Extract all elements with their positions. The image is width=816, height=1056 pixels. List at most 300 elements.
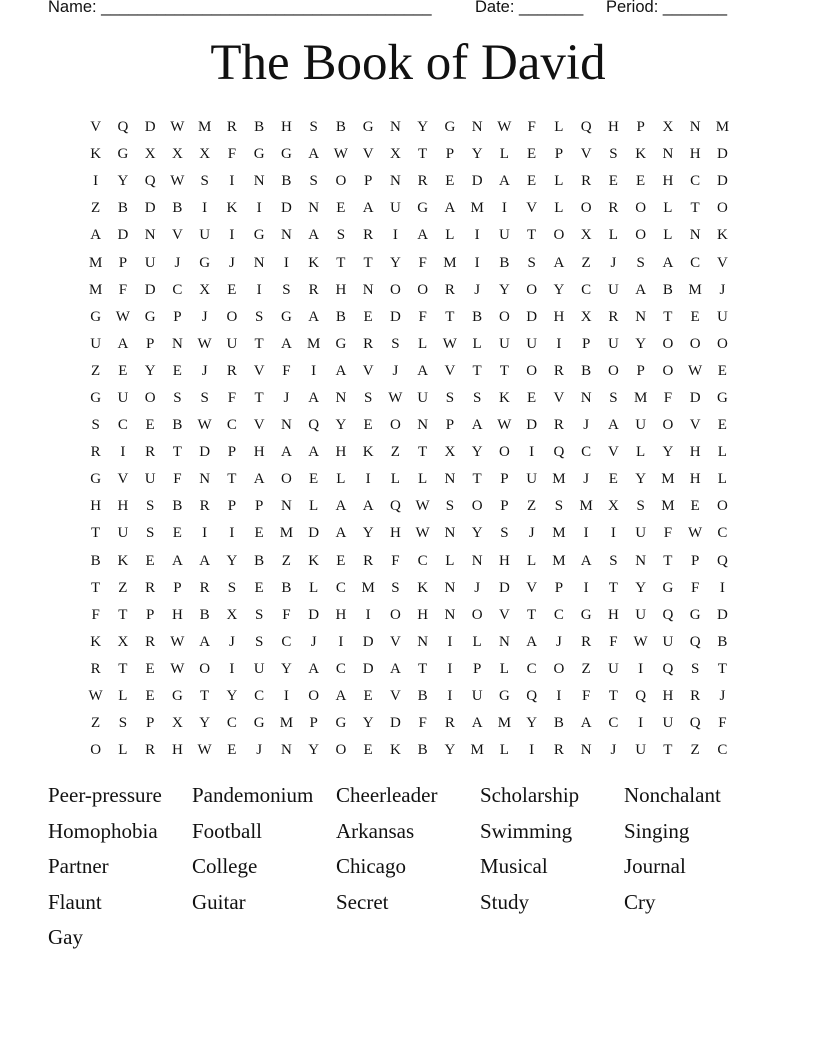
grid-letter[interactable]: T [254,335,264,352]
grid-letter[interactable]: E [527,173,537,190]
grid-letter[interactable]: K [308,552,320,569]
grid-letter[interactable]: H [417,606,429,623]
grid-letter[interactable]: E [363,417,373,434]
grid-letter[interactable]: S [609,146,618,163]
grid-letter[interactable]: P [445,417,455,434]
grid-letter[interactable]: G [117,146,129,163]
grid-letter[interactable]: X [199,281,211,298]
grid-letter[interactable]: Z [581,254,591,271]
grid-letter[interactable]: W [415,498,430,515]
grid-letter[interactable]: B [662,281,673,298]
grid-letter[interactable]: M [552,471,566,488]
grid-letter[interactable]: Q [662,606,674,623]
grid-letter[interactable]: D [144,200,156,217]
grid-letter[interactable]: F [418,715,427,732]
grid-letter[interactable]: C [526,660,537,677]
grid-letter[interactable]: G [199,254,211,271]
grid-letter[interactable]: C [553,606,564,623]
grid-letter[interactable]: V [362,362,374,379]
grid-letter[interactable]: A [253,471,265,488]
grid-letter[interactable]: Y [526,715,538,732]
grid-letter[interactable]: C [581,281,592,298]
grid-letter[interactable]: I [610,525,616,542]
grid-letter[interactable]: E [254,579,264,596]
grid-letter[interactable]: M [279,525,294,542]
grid-letter[interactable]: S [391,579,400,596]
grid-letter[interactable]: N [417,633,429,650]
grid-letter[interactable]: U [498,227,510,244]
grid-letter[interactable]: G [498,688,510,705]
grid-letter[interactable]: I [283,688,289,705]
grid-letter[interactable]: I [202,200,208,217]
grid-letter[interactable]: H [335,281,347,298]
grid-letter[interactable]: F [282,606,291,623]
grid-letter[interactable]: F [527,119,536,136]
grid-letter[interactable]: P [227,444,237,461]
grid-letter[interactable]: G [171,688,183,705]
grid-letter[interactable]: F [118,281,128,298]
grid-letter[interactable]: R [90,660,101,677]
grid-letter[interactable]: S [254,606,264,623]
grid-letter[interactable]: H [117,498,129,515]
grid-letter[interactable]: Z [390,444,400,461]
grid-letter[interactable]: Z [581,660,591,677]
grid-letter[interactable]: O [635,227,647,244]
grid-letter[interactable]: M [279,715,294,732]
grid-letter[interactable]: N [417,417,429,434]
grid-letter[interactable]: J [528,525,535,542]
grid-letter[interactable]: A [607,417,619,434]
grid-letter[interactable]: Z [91,362,101,379]
grid-letter[interactable]: J [555,633,562,650]
grid-letter[interactable]: K [90,633,102,650]
grid-letter[interactable]: N [308,200,320,217]
grid-letter[interactable]: I [583,525,589,542]
grid-letter[interactable]: U [90,335,102,352]
grid-letter[interactable]: O [389,606,401,623]
grid-letter[interactable]: Y [144,362,156,379]
grid-letter[interactable]: L [554,119,564,136]
grid-letter[interactable]: T [608,579,618,596]
grid-letter[interactable]: N [280,498,292,515]
grid-letter[interactable]: Y [226,688,238,705]
grid-letter[interactable]: Y [662,444,674,461]
grid-letter[interactable]: M [661,471,675,488]
grid-letter[interactable]: E [336,200,346,217]
grid-letter[interactable]: A [417,362,429,379]
grid-letter[interactable]: V [498,606,510,623]
grid-letter[interactable]: M [715,119,730,136]
grid-letter[interactable]: E [227,281,237,298]
period-field[interactable]: Period: _______ [606,0,728,16]
grid-letter[interactable]: W [197,335,212,352]
grid-letter[interactable]: U [635,417,647,434]
grid-letter[interactable]: M [443,254,457,271]
grid-letter[interactable]: X [171,715,183,732]
grid-letter[interactable]: I [283,254,289,271]
grid-letter[interactable]: T [200,688,210,705]
grid-letter[interactable]: F [173,471,182,488]
grid-letter[interactable]: H [607,119,619,136]
grid-letter[interactable]: B [254,552,265,569]
grid-letter[interactable]: R [145,742,156,759]
grid-letter[interactable]: T [363,254,373,271]
grid-letter[interactable]: V [253,417,265,434]
grid-letter[interactable]: P [636,362,645,379]
grid-letter[interactable]: J [228,254,235,271]
grid-letter[interactable]: D [199,444,211,461]
grid-letter[interactable]: R [363,335,374,352]
grid-letter[interactable]: O [308,688,320,705]
grid-letter[interactable]: P [254,498,264,515]
grid-letter[interactable]: L [309,498,319,515]
grid-letter[interactable]: J [583,471,590,488]
grid-letter[interactable]: P [472,660,482,677]
grid-letter[interactable]: C [172,281,183,298]
grid-letter[interactable]: Q [635,688,647,705]
grid-letter[interactable]: Y [226,552,238,569]
grid-letter[interactable]: L [554,200,564,217]
grid-letter[interactable]: N [280,417,292,434]
grid-letter[interactable]: M [306,335,321,352]
grid-letter[interactable]: Y [498,281,510,298]
grid-letter[interactable]: H [553,308,565,325]
grid-letter[interactable]: N [444,471,456,488]
grid-letter[interactable]: P [227,498,237,515]
grid-letter[interactable]: X [607,498,619,515]
grid-letter[interactable]: O [280,471,292,488]
grid-letter[interactable]: E [118,362,128,379]
grid-letter[interactable]: B [581,362,592,379]
grid-letter[interactable]: I [556,335,562,352]
grid-letter[interactable]: A [335,498,347,515]
grid-letter[interactable]: O [498,308,510,325]
grid-letter[interactable]: C [335,660,346,677]
grid-letter[interactable]: J [610,254,617,271]
grid-letter[interactable]: D [716,146,728,163]
grid-letter[interactable]: O [662,335,674,352]
grid-letter[interactable]: A [308,146,320,163]
grid-letter[interactable]: T [527,606,537,623]
grid-letter[interactable]: R [363,552,374,569]
grid-letter[interactable]: V [580,146,592,163]
grid-letter[interactable]: E [336,552,346,569]
grid-letter[interactable]: Q [662,660,674,677]
grid-letter[interactable]: K [117,552,129,569]
grid-letter[interactable]: P [363,173,373,190]
grid-letter[interactable]: S [309,119,318,136]
grid-letter[interactable]: A [308,389,320,406]
grid-letter[interactable]: C [581,444,592,461]
grid-letter[interactable]: R [553,362,564,379]
grid-letter[interactable]: U [226,335,238,352]
grid-letter[interactable]: O [226,308,238,325]
grid-letter[interactable]: I [338,633,344,650]
grid-letter[interactable]: V [553,389,565,406]
grid-letter[interactable]: R [308,281,319,298]
grid-letter[interactable]: L [527,552,537,569]
grid-letter[interactable]: G [335,335,347,352]
grid-letter[interactable]: Y [553,281,565,298]
grid-letter[interactable]: N [280,742,292,759]
grid-letter[interactable]: Q [526,688,538,705]
grid-letter[interactable]: Y [280,660,292,677]
grid-letter[interactable]: D [144,119,156,136]
grid-letter[interactable]: T [608,688,618,705]
grid-letter[interactable]: A [444,200,456,217]
grid-letter[interactable]: E [254,525,264,542]
grid-letter[interactable]: F [418,308,427,325]
grid-letter[interactable]: L [472,633,482,650]
grid-letter[interactable]: U [471,688,483,705]
grid-letter[interactable]: S [690,660,700,677]
grid-letter[interactable]: L [418,335,428,352]
grid-letter[interactable]: S [472,389,482,406]
grid-letter[interactable]: X [199,146,211,163]
grid-letter[interactable]: W [115,308,130,325]
grid-letter[interactable]: H [662,173,674,190]
grid-letter[interactable]: X [226,606,238,623]
grid-letter[interactable]: C [254,688,265,705]
grid-letter[interactable]: I [447,688,453,705]
grid-letter[interactable]: H [689,444,701,461]
grid-letter[interactable]: T [663,552,673,569]
grid-letter[interactable]: I [583,579,589,596]
grid-letter[interactable]: C [226,417,237,434]
grid-letter[interactable]: S [554,498,564,515]
grid-letter[interactable]: C [117,417,128,434]
grid-letter[interactable]: N [389,173,401,190]
grid-letter[interactable]: O [716,498,728,515]
grid-letter[interactable]: N [444,525,456,542]
grid-letter[interactable]: O [335,742,347,759]
grid-letter[interactable]: R [226,119,237,136]
grid-letter[interactable]: A [362,200,374,217]
grid-letter[interactable]: V [389,633,401,650]
grid-letter[interactable]: M [197,119,212,136]
grid-letter[interactable]: Z [690,742,700,759]
grid-letter[interactable]: O [417,281,429,298]
grid-letter[interactable]: P [445,146,455,163]
grid-letter[interactable]: J [474,281,481,298]
grid-letter[interactable]: R [444,281,455,298]
grid-letter[interactable]: W [170,119,185,136]
grid-letter[interactable]: V [607,444,619,461]
grid-letter[interactable]: F [581,688,591,705]
grid-letter[interactable]: D [117,227,129,244]
grid-letter[interactable]: L [118,688,128,705]
grid-letter[interactable]: G [444,119,456,136]
grid-letter[interactable]: M [497,715,512,732]
grid-letter[interactable]: Z [281,552,291,569]
grid-letter[interactable]: H [253,444,265,461]
grid-letter[interactable]: Y [635,471,647,488]
grid-letter[interactable]: O [389,417,401,434]
grid-letter[interactable]: M [579,498,593,515]
grid-letter[interactable]: D [716,606,728,623]
grid-letter[interactable]: V [526,579,538,596]
grid-letter[interactable]: A [199,552,211,569]
grid-letter[interactable]: T [527,227,537,244]
grid-letter[interactable]: E [445,173,455,190]
grid-letter[interactable]: H [389,525,401,542]
grid-letter[interactable]: J [610,742,617,759]
date-field[interactable]: Date: _______ [475,0,584,16]
grid-letter[interactable]: Y [635,579,647,596]
grid-letter[interactable]: U [526,471,538,488]
grid-letter[interactable]: S [445,389,455,406]
grid-letter[interactable]: L [554,173,564,190]
grid-letter[interactable]: N [635,552,647,569]
grid-letter[interactable]: L [445,552,455,569]
grid-letter[interactable]: S [636,254,645,271]
grid-letter[interactable]: D [471,173,483,190]
grid-letter[interactable]: N [362,281,374,298]
grid-letter[interactable]: W [633,633,648,650]
grid-letter[interactable]: Y [444,742,456,759]
grid-letter[interactable]: X [117,633,129,650]
grid-letter[interactable]: L [499,146,509,163]
grid-letter[interactable]: A [471,715,483,732]
grid-letter[interactable]: S [636,498,645,515]
grid-letter[interactable]: A [171,552,183,569]
grid-letter[interactable]: G [144,308,156,325]
grid-letter[interactable]: A [498,173,510,190]
grid-letter[interactable]: B [553,715,564,732]
grid-letter[interactable]: I [529,444,535,461]
grid-letter[interactable]: A [580,715,592,732]
grid-letter[interactable]: T [418,146,428,163]
grid-letter[interactable]: L [445,227,455,244]
grid-letter[interactable]: N [635,308,647,325]
grid-letter[interactable]: D [308,606,320,623]
grid-letter[interactable]: U [716,308,728,325]
grid-letter[interactable]: J [174,254,181,271]
grid-letter[interactable]: I [93,173,99,190]
grid-letter[interactable]: H [171,606,183,623]
grid-letter[interactable]: H [171,742,183,759]
grid-letter[interactable]: Y [417,119,429,136]
grid-letter[interactable]: A [308,227,320,244]
grid-letter[interactable]: V [389,688,401,705]
grid-letter[interactable]: D [689,389,701,406]
grid-letter[interactable]: K [308,254,320,271]
grid-letter[interactable]: C [717,525,728,542]
grid-letter[interactable]: O [389,281,401,298]
grid-letter[interactable]: S [336,227,346,244]
grid-letter[interactable]: N [253,173,265,190]
grid-letter[interactable]: O [662,362,674,379]
grid-letter[interactable]: W [170,633,185,650]
grid-letter[interactable]: Q [689,633,701,650]
grid-letter[interactable]: I [311,362,317,379]
grid-letter[interactable]: O [90,742,102,759]
grid-letter[interactable]: G [253,146,265,163]
grid-letter[interactable]: J [310,633,317,650]
grid-letter[interactable]: H [689,146,701,163]
grid-letter[interactable]: H [607,606,619,623]
grid-letter[interactable]: R [581,633,592,650]
grid-letter[interactable]: K [90,146,102,163]
grid-letter[interactable]: G [417,200,429,217]
grid-letter[interactable]: M [552,552,566,569]
grid-letter[interactable]: A [635,281,647,298]
grid-letter[interactable]: N [280,227,292,244]
grid-letter[interactable]: X [389,146,401,163]
grid-letter[interactable]: G [253,227,265,244]
grid-letter[interactable]: B [281,173,292,190]
grid-letter[interactable]: T [118,660,128,677]
grid-letter[interactable]: D [716,173,728,190]
grid-letter[interactable]: S [254,633,264,650]
grid-letter[interactable]: O [689,335,701,352]
grid-letter[interactable]: S [200,173,209,190]
grid-letter[interactable]: Q [389,498,401,515]
grid-letter[interactable]: G [689,606,701,623]
grid-letter[interactable]: V [689,417,701,434]
grid-letter[interactable]: U [199,227,211,244]
grid-letter[interactable]: K [226,200,238,217]
grid-letter[interactable]: B [199,606,210,623]
grid-letter[interactable]: G [90,471,102,488]
grid-letter[interactable]: L [390,471,400,488]
grid-letter[interactable]: U [144,254,156,271]
grid-letter[interactable]: P [500,471,509,488]
grid-letter[interactable]: J [392,362,399,379]
grid-letter[interactable]: C [417,552,428,569]
grid-letter[interactable]: E [145,552,155,569]
grid-letter[interactable]: R [608,308,619,325]
grid-letter[interactable]: V [90,119,102,136]
grid-letter[interactable]: E [527,389,537,406]
grid-letter[interactable]: S [391,335,400,352]
grid-letter[interactable]: L [608,227,618,244]
grid-letter[interactable]: S [200,389,209,406]
grid-letter[interactable]: L [663,227,673,244]
grid-letter[interactable]: G [90,389,102,406]
grid-letter[interactable]: S [609,389,618,406]
grid-letter[interactable]: Q [308,417,320,434]
grid-letter[interactable]: A [553,254,565,271]
grid-letter[interactable]: P [636,119,645,136]
grid-letter[interactable]: R [444,715,455,732]
grid-letter[interactable]: S [363,389,373,406]
grid-letter[interactable]: V [444,362,456,379]
grid-letter[interactable]: A [280,335,292,352]
grid-letter[interactable]: B [499,254,510,271]
grid-letter[interactable]: U [117,389,129,406]
grid-letter[interactable]: R [90,444,101,461]
grid-letter[interactable]: G [253,715,265,732]
grid-letter[interactable]: S [145,525,155,542]
grid-letter[interactable]: O [471,498,483,515]
grid-letter[interactable]: F [609,633,618,650]
grid-letter[interactable]: I [229,227,235,244]
grid-letter[interactable]: M [361,579,375,596]
grid-letter[interactable]: W [197,742,212,759]
grid-letter[interactable]: S [254,308,264,325]
grid-letter[interactable]: S [91,417,100,434]
grid-letter[interactable]: J [474,579,481,596]
grid-letter[interactable]: Y [471,146,483,163]
grid-letter[interactable]: B [117,200,128,217]
grid-letter[interactable]: H [280,119,292,136]
grid-letter[interactable]: A [308,444,320,461]
grid-letter[interactable]: D [308,525,320,542]
grid-letter[interactable]: I [474,254,480,271]
grid-letter[interactable]: G [362,119,374,136]
grid-letter[interactable]: X [580,308,592,325]
